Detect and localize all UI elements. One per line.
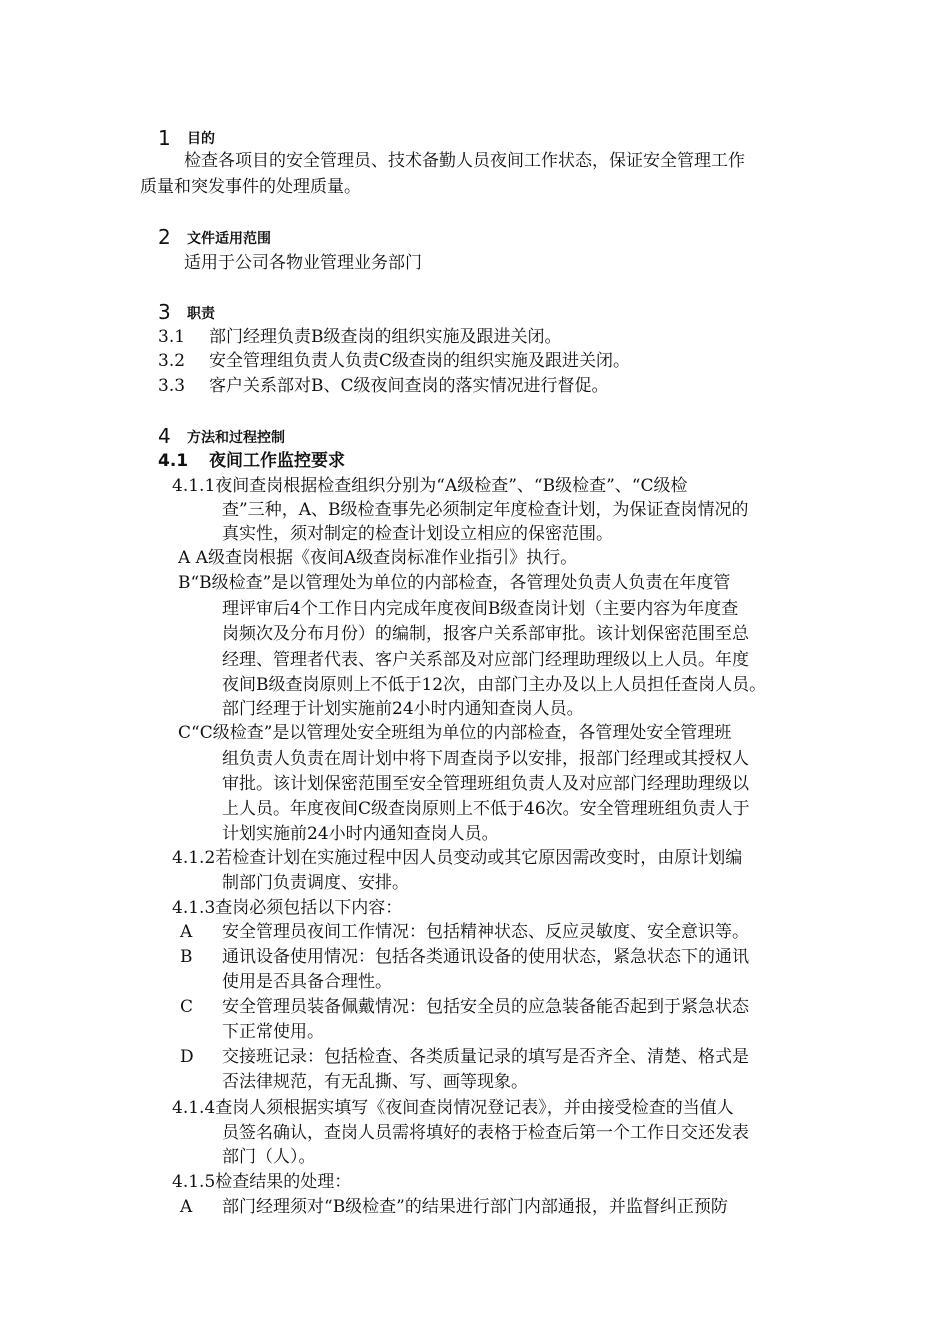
section-3-number: 3 [158, 300, 171, 324]
clause-c-line: 组负责人负责在周计划中将下周查岗予以安排，报部门经理或其授权人 [222, 749, 749, 769]
section-2-title: 文件适用范围 [187, 231, 271, 247]
clause-line: 查”三种，A、B级检查事先必须制定年度检查计划，为保证查岗情况的 [222, 500, 749, 520]
list-marker: C [180, 997, 194, 1017]
clause-line: 4.1.3查岗必须包括以下内容： [172, 898, 403, 918]
section-1-paragraph-line: 检查各项目的安全管理员、技术备勤人员夜间工作状态，保证安全管理工作 [184, 151, 745, 171]
clause-line: 制部门负责调度、安排。 [222, 873, 409, 893]
clause-c-line: C“C级检查”是以管理处安全班组为单位的内部检查，各管理处安全管理班 [178, 723, 732, 743]
clause-line: 员签名确认，查岗人员需将填好的表格于检查后第一个工作日交还发表 [222, 1123, 749, 1143]
section-1-number: 1 [158, 126, 171, 150]
list-marker: D [180, 1047, 194, 1067]
list-item-line: 通讯设备使用情况：包括各类通讯设备的使用状态，紧急状态下的通讯 [222, 947, 749, 967]
list-marker: A [180, 922, 193, 942]
section-1-paragraph-line: 质量和突发事件的处理质量。 [140, 177, 361, 197]
list-item-line: 否法律规范，有无乱撕、写、画等现象。 [222, 1072, 528, 1092]
clause-line: 4.1.1夜间查岗根据检查组织分别为“A级检查”、“B级检查”、“C级检 [172, 476, 688, 496]
subsection-title: 夜间工作监控要求 [209, 451, 345, 471]
duty-item-text: 部门经理负责B级查岗的组织实施及跟进关闭。 [209, 327, 562, 347]
section-4-number: 4 [158, 424, 171, 448]
list-marker: A [180, 1197, 193, 1217]
duty-item-text: 安全管理组负责人负责C级查岗的组织实施及跟进关闭。 [209, 351, 631, 371]
duty-item-number: 3.3 [158, 376, 186, 396]
duty-item-text: 客户关系部对B、C级夜间查岗的落实情况进行督促。 [209, 376, 609, 396]
section-3-title: 职责 [187, 306, 215, 322]
list-item-line: 安全管理员夜间工作情况：包括精神状态、反应灵敏度、安全意识等。 [222, 922, 749, 942]
clause-b-line: 岗频次及分布月份）的编制，报客户关系部审批。该计划保密范围至总 [222, 624, 749, 644]
clause-c-line: 计划实施前24小时内通知查岗人员。 [222, 824, 499, 844]
section-2-paragraph-line: 适用于公司各物业管理业务部门 [184, 253, 422, 273]
section-1-title: 目的 [187, 131, 215, 147]
section-2-number: 2 [158, 225, 171, 249]
list-item-line: 部门经理须对“B级检查”的结果进行部门内部通报，并监督纠正预防 [222, 1197, 728, 1217]
list-item-line: 使用是否具备合理性。 [222, 972, 392, 992]
clause-line: 4.1.4查岗人须根据实填写《夜间查岗情况登记表》，并由接受检查的当值人 [172, 1098, 734, 1118]
duty-item-number: 3.2 [158, 351, 186, 371]
duty-item-number: 3.1 [158, 327, 186, 347]
section-4-title: 方法和过程控制 [187, 430, 285, 446]
clause-a-line: A A级查岗根据《夜间A级查岗标准作业指引》执行。 [178, 548, 578, 568]
clause-line: 真实性，须对制定的检查计划设立相应的保密范围。 [222, 524, 613, 544]
clause-b-line: B“B级检查”是以管理处为单位的内部检查，各管理处负责人负责在年度管 [178, 573, 731, 593]
subsection-number: 4.1 [158, 451, 189, 471]
list-marker: B [180, 947, 193, 967]
clause-b-line: 理评审后4个工作日内完成年度夜间B级查岗计划（主要内容为年度查 [222, 599, 739, 619]
clause-c-line: 审批。该计划保密范围至安全管理班组负责人及对应部门经理助理级以 [222, 774, 749, 794]
clause-b-line: 经理、管理者代表、客户关系部及对应部门经理助理级以上人员。年度 [222, 650, 749, 670]
clause-b-line: 部门经理于计划实施前24小时内通知查岗人员。 [222, 699, 584, 719]
clause-b-line: 夜间B级查岗原则上不低于12次，由部门主办及以上人员担任查岗人员。 [222, 675, 767, 695]
list-item-line: 下正常使用。 [222, 1022, 324, 1042]
clause-line: 4.1.5检查结果的处理： [172, 1172, 352, 1192]
list-item-line: 安全管理员装备佩戴情况：包括安全员的应急装备能否起到于紧急状态 [222, 997, 749, 1017]
list-item-line: 交接班记录：包括检查、各类质量记录的填写是否齐全、清楚、格式是 [222, 1047, 749, 1067]
clause-c-line: 上人员。年度夜间C级查岗原则上不低于46次。安全管理班组负责人于 [222, 799, 750, 819]
clause-line: 部门（人）。 [222, 1147, 316, 1167]
clause-line: 4.1.2若检查计划在实施过程中因人员变动或其它原因需改变时，由原计划编 [172, 848, 743, 868]
